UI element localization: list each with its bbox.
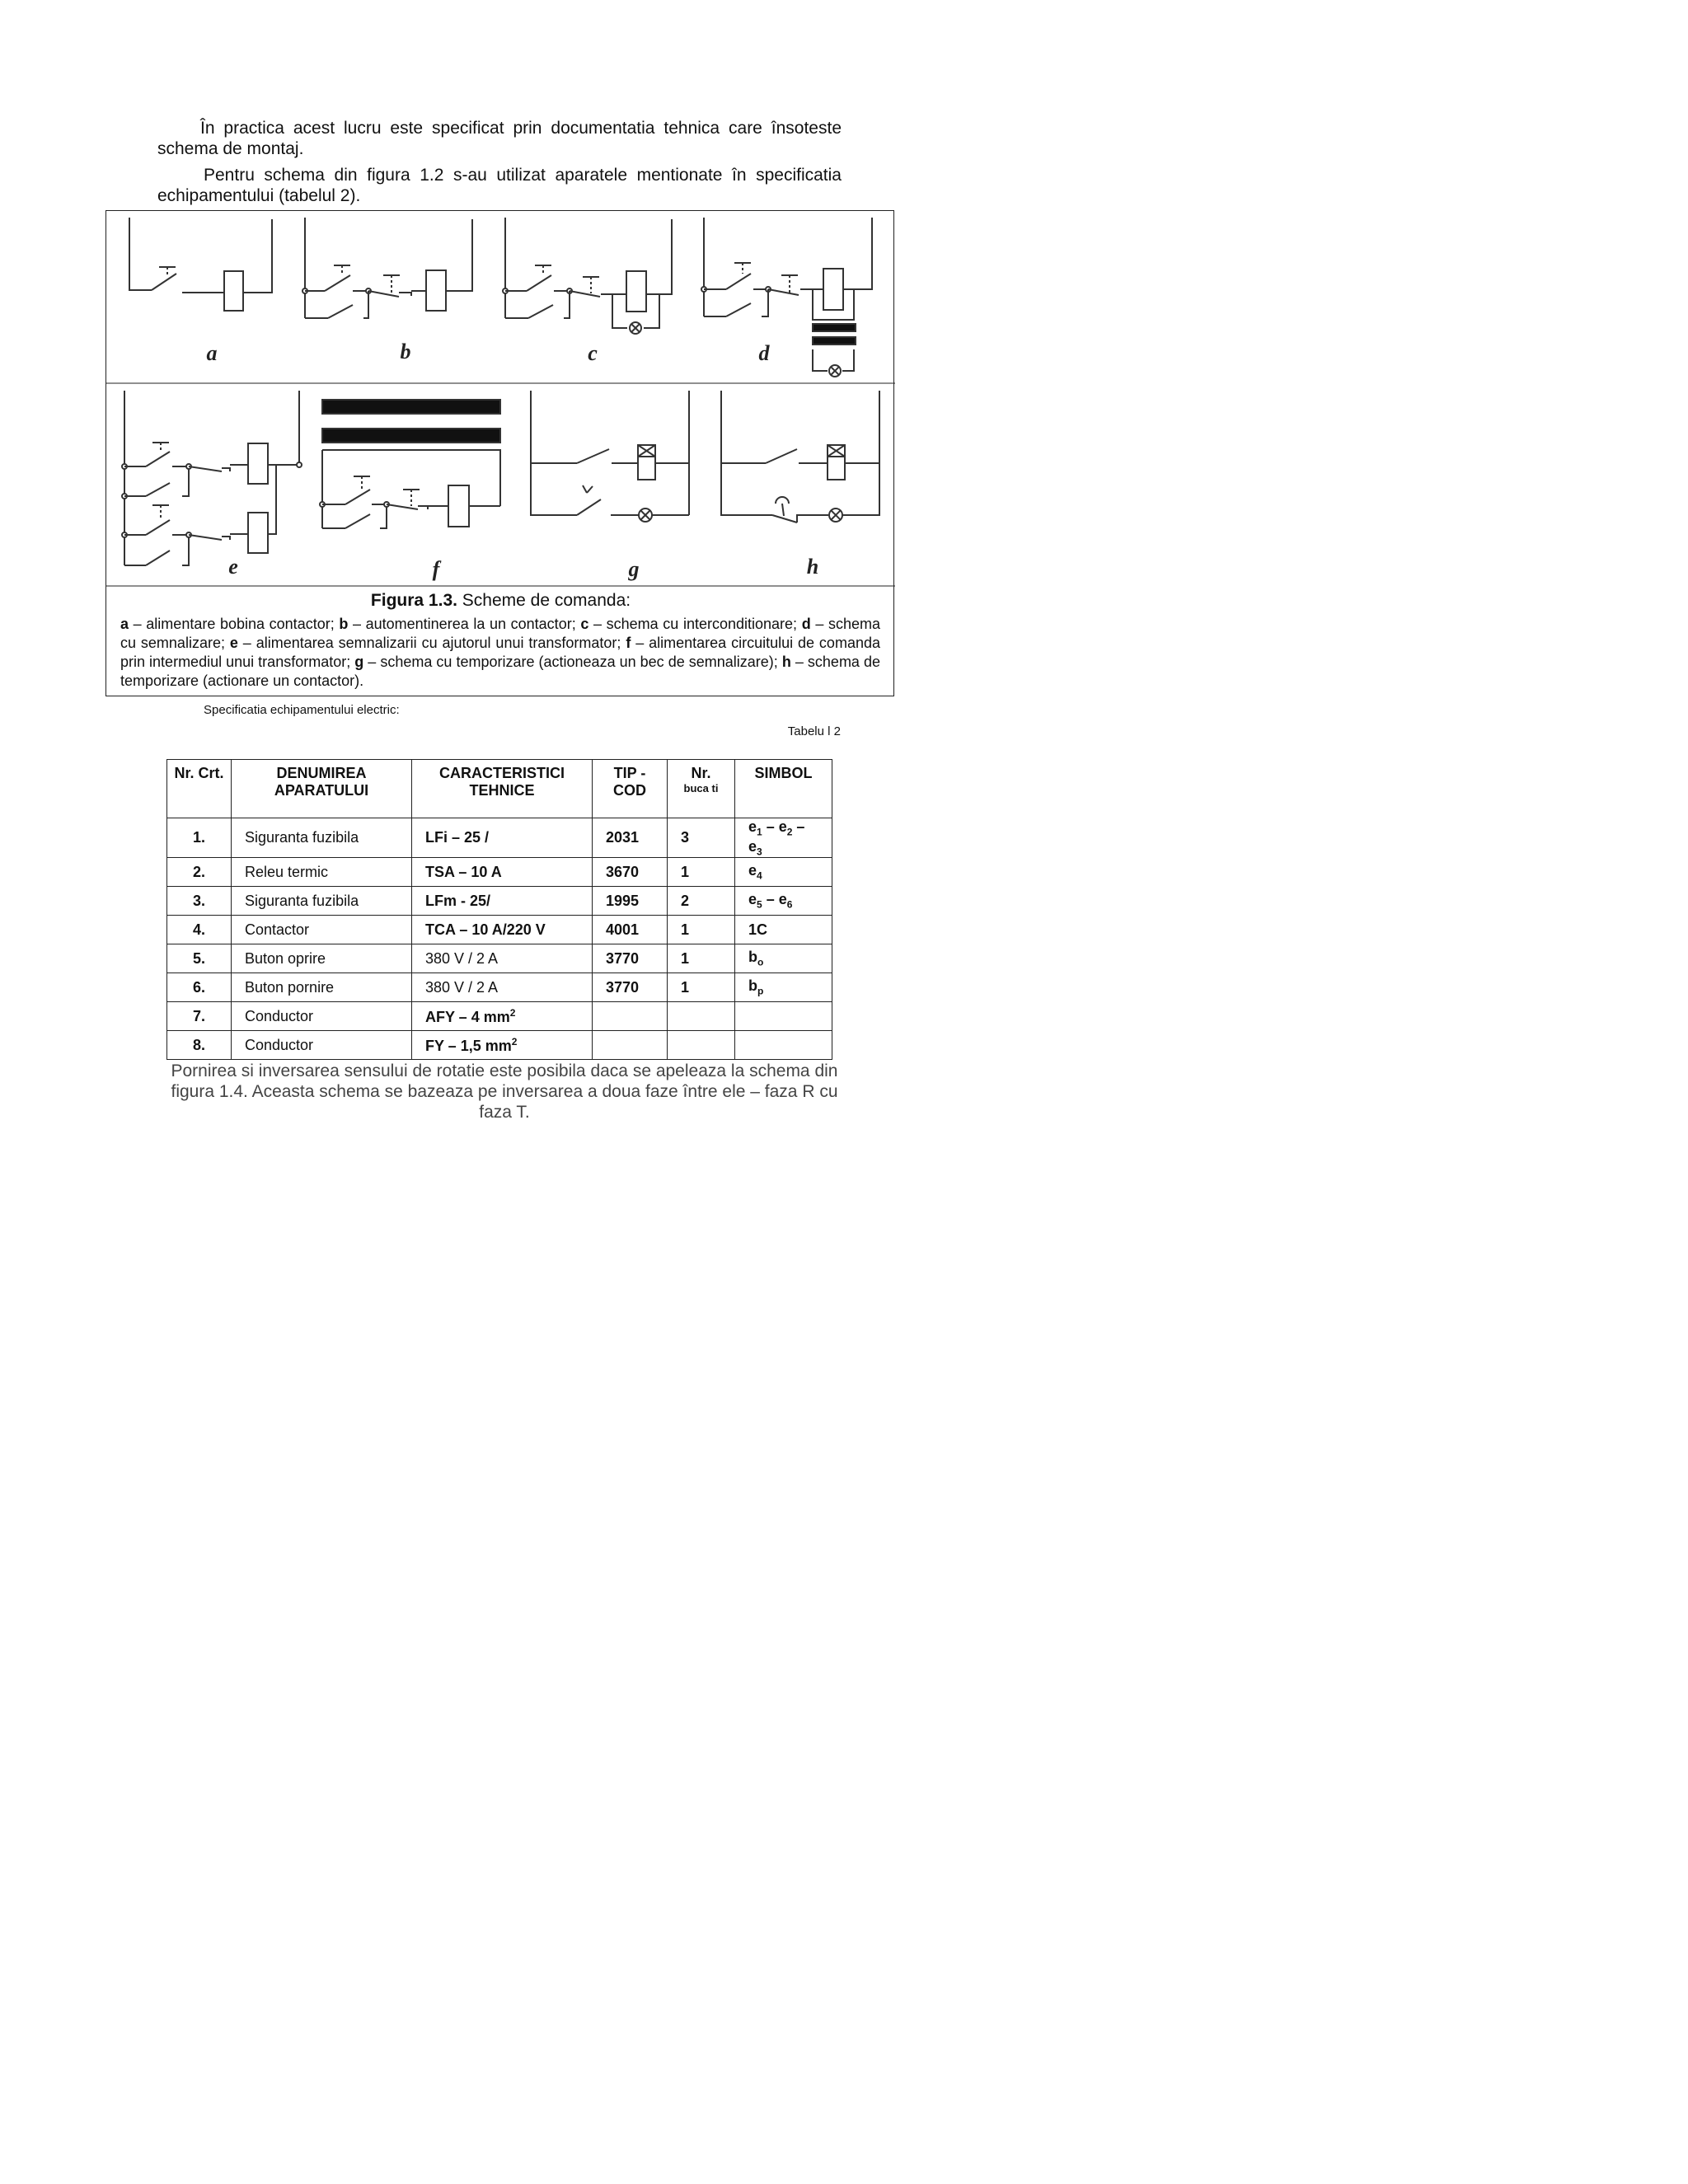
cell-tip: 2031 (593, 818, 668, 858)
header-simbol: SIMBOL (735, 760, 832, 818)
label-a: a (206, 341, 218, 365)
cell-bucati (668, 1002, 735, 1031)
header-nr: Nr. Crt. (167, 760, 232, 818)
cell-denumire: Buton pornire (232, 973, 412, 1002)
cell-bucati: 1 (668, 944, 735, 973)
cell-caracteristici: AFY – 4 $mm^2$ (412, 1002, 593, 1031)
cell-nr: 3. (167, 887, 232, 916)
equipment-table (166, 759, 832, 1060)
cell-caracteristici: TCA – 10 A/220 V (412, 916, 593, 944)
scheme-h (721, 391, 879, 523)
cell-tip: 3770 (593, 973, 668, 1002)
cell-bucati: 2 (668, 887, 735, 916)
scheme-b (302, 218, 472, 318)
table-row (167, 944, 832, 973)
cell-denumire: Contactor (232, 916, 412, 944)
label-g: g (628, 557, 640, 581)
cell-nr: 2. (167, 858, 232, 887)
cell-simbol: $b_o$ (735, 944, 832, 973)
cell-simbol: $b_p$ (735, 973, 832, 1002)
cell-simbol: $e_4$ (735, 858, 832, 887)
figure-caption: Figura 1.3. Scheme de comanda: (370, 591, 631, 610)
cell-bucati: 1 (668, 916, 735, 944)
label-b: b (400, 340, 411, 363)
header-caracteristici: CARACTERISTICI TEHNICE (412, 760, 593, 818)
cell-nr: 6. (167, 973, 232, 1002)
cell-nr: 7. (167, 1002, 232, 1031)
cell-caracteristici: LFi – 25 / (412, 818, 593, 858)
table-row (167, 973, 832, 1002)
cell-tip: 3670 (593, 858, 668, 887)
scheme-e (122, 391, 302, 565)
cell-tip (593, 1002, 668, 1031)
header-denumire: DENUMIREA APARATULUI (232, 760, 412, 818)
paragraph-bottom: Pornirea si inversarea sensului de rotatie este posibila daca se apeleaza la schema din figura 1.4. Aceasta schema se bazeaza pe inversarea a doua faze între ele – faza R cu faza T. (171, 1062, 838, 1122)
cell-caracteristici: LFm - 25/ (412, 887, 593, 916)
table-row (167, 887, 832, 916)
cell-caracteristici: TSA – 10 A (412, 858, 593, 887)
cell-denumire: Buton oprire (232, 944, 412, 973)
cell-nr: 5. (167, 944, 232, 973)
table-header-row (167, 760, 832, 818)
scheme-f (320, 400, 500, 528)
spec-title: Specificatia echipamentului electric: (204, 703, 400, 717)
scheme-c (503, 218, 672, 334)
paragraph-reference: Pentru schema din figura 1.2 s-au utilizat aparatele mentionate în specificatia echipamentului (tabelul 2). (157, 166, 842, 205)
label-d: d (758, 341, 770, 365)
cell-simbol: 1C (735, 916, 832, 944)
cell-denumire: Conductor (232, 1031, 412, 1060)
scheme-d (701, 218, 872, 377)
scheme-a (129, 218, 272, 311)
cell-denumire: Siguranta fuzibila (232, 818, 412, 858)
cell-caracteristici: FY – 1,5 $mm^2$ (412, 1031, 593, 1060)
header-bucati: Nr. buca ti (668, 760, 735, 818)
cell-simbol (735, 1002, 832, 1031)
table-row (167, 916, 832, 944)
cell-nr: 1. (167, 818, 232, 858)
cell-caracteristici: 380 V / 2 A (412, 944, 593, 973)
cell-bucati: 1 (668, 973, 735, 1002)
label-h: h (806, 555, 819, 579)
table-number: Tabelu l 2 (787, 724, 841, 738)
table-row (167, 858, 832, 887)
figure-1-3 (106, 210, 894, 696)
label-f: f (432, 557, 440, 581)
table-row (167, 818, 832, 858)
cell-denumire: Releu termic (232, 858, 412, 887)
scheme-g (531, 391, 689, 522)
cell-tip (593, 1031, 668, 1060)
cell-simbol: $e_5 - e_6$ (735, 887, 832, 916)
paragraph-intro: În practica acest lucru este specificat prin documentatia tehnica care însoteste schema de montaj. (157, 119, 842, 158)
cell-bucati (668, 1031, 735, 1060)
table-row (167, 1031, 832, 1060)
cell-simbol (735, 1031, 832, 1060)
cell-bucati: 1 (668, 858, 735, 887)
cell-nr: 4. (167, 916, 232, 944)
cell-tip: 3770 (593, 944, 668, 973)
header-tip: TIP - COD (593, 760, 668, 818)
cell-caracteristici: 380 V / 2 A (412, 973, 593, 1002)
cell-tip: 4001 (593, 916, 668, 944)
cell-denumire: Conductor (232, 1002, 412, 1031)
cell-bucati: 3 (668, 818, 735, 858)
cell-denumire: Siguranta fuzibila (232, 887, 412, 916)
figure-legend: a – alimentare bobina contactor; b – automentinerea la un contactor; c – schema cu interconditionare; d – schema cu semnalizare; e – alimentarea semnalizarii cu ajutorul unui transformator; f – alimentarea circuitului de comanda prin intermediul unui transformator; g – schema cu temporizare (actioneaza un bec de semnalizare); h – schema de temporizare (actionare un contactor). (120, 616, 881, 689)
cell-simbol: $e_1 - e_2 - e_3$ (735, 818, 832, 858)
label-e: e (228, 555, 238, 579)
cell-tip: 1995 (593, 887, 668, 916)
table-row (167, 1002, 832, 1031)
cell-nr: 8. (167, 1031, 232, 1060)
label-c: c (588, 341, 598, 365)
